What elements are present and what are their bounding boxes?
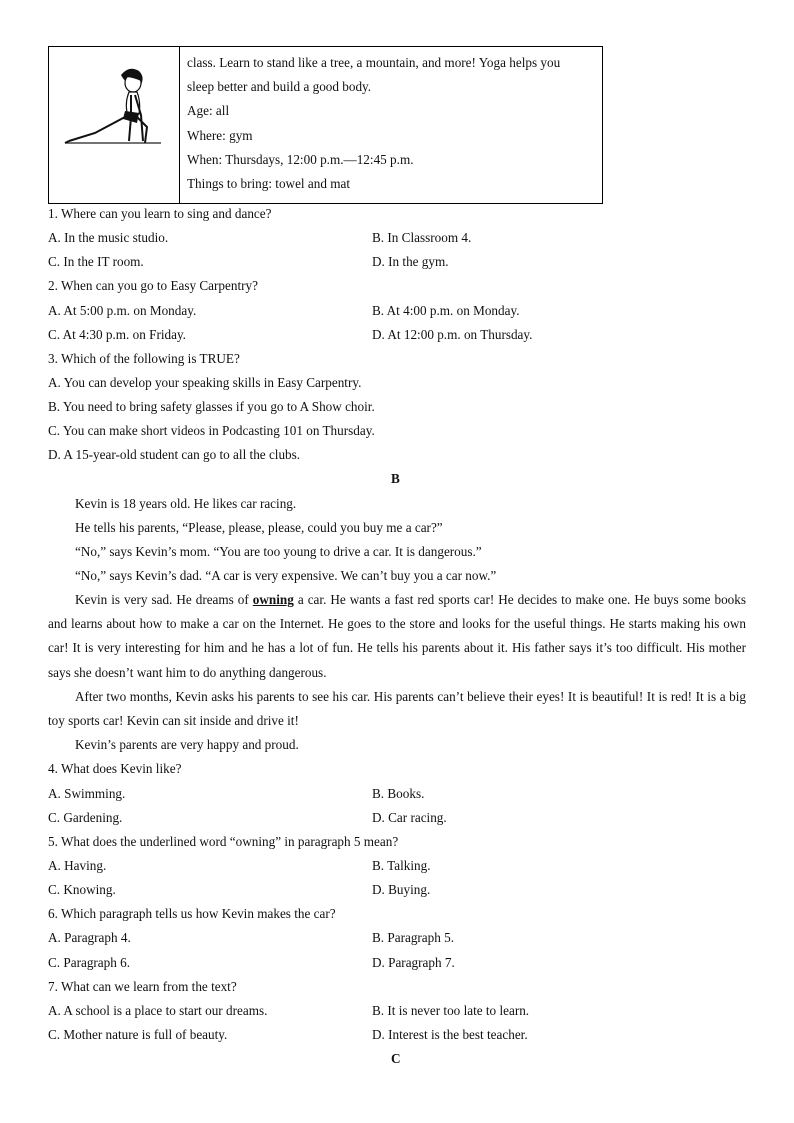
yoga-line: sleep better and build a good body. — [187, 79, 372, 94]
yoga-illustration — [49, 47, 179, 203]
option[interactable]: D. In the gym. — [372, 254, 449, 269]
option[interactable]: C. At 4:30 p.m. on Friday. — [48, 327, 186, 342]
p5-after: a car. He wants a fast red sports car! He decides to make one. He buys some books and learns about how to make a car on the Internet. He goes to the store and looks for the useful things. He starts making his own car! It is very interesting for him and he has a lot of fun. He tells his parents about it. His father says it’s too difficult. His mother says she doesn’t want him to do anything dangerous. — [48, 592, 746, 680]
option[interactable]: B. You need to bring safety glasses if you go to A Show choir. — [48, 399, 375, 414]
option[interactable]: A. You can develop your speaking skills in Easy Carpentry. — [48, 375, 362, 390]
yoga-line: Things to bring: towel and mat — [187, 176, 350, 191]
question-4: 4. What does Kevin like? — [48, 761, 182, 776]
option[interactable]: C. In the IT room. — [48, 254, 144, 269]
question-2: 2. When can you go to Easy Carpentry? — [48, 278, 258, 293]
question-3: 3. Which of the following is TRUE? — [48, 351, 240, 366]
option[interactable]: A. At 5:00 p.m. on Monday. — [48, 303, 197, 318]
option[interactable]: B. In Classroom 4. — [372, 230, 472, 245]
option[interactable]: B. At 4:00 p.m. on Monday. — [372, 303, 520, 318]
option[interactable]: D. Paragraph 7. — [372, 955, 455, 970]
yoga-line: When: Thursdays, 12:00 p.m.—12:45 p.m. — [187, 152, 414, 167]
underlined-word: owning — [252, 592, 294, 607]
option[interactable]: A. A school is a place to start our dreams. — [48, 1003, 268, 1018]
paragraph-4: “No,” says Kevin’s dad. “A car is very expensive. We can’t buy you a car now.” — [75, 568, 497, 583]
option[interactable]: C. Gardening. — [48, 810, 123, 825]
option[interactable]: C. You can make short videos in Podcasting 101 on Thursday. — [48, 423, 375, 438]
option[interactable]: D. Buying. — [372, 882, 431, 897]
paragraph-6: After two months, Kevin asks his parents to see his car. His parents can’t believe their eyes! It is beautiful! It is red! It is a big toy sports car! Kevin can sit inside and drive it! — [48, 689, 746, 729]
paragraph-2: He tells his parents, “Please, please, please, could you buy me a car?” — [75, 520, 443, 535]
option[interactable]: C. Paragraph 6. — [48, 955, 131, 970]
option[interactable]: A. Swimming. — [48, 786, 126, 801]
paragraph-5 — [48, 588, 746, 685]
yoga-info-table — [48, 46, 603, 204]
option[interactable]: A. Paragraph 4. — [48, 930, 131, 945]
section-b-heading: B — [391, 471, 400, 486]
option[interactable]: D. Interest is the best teacher. — [372, 1027, 528, 1042]
yoga-line: class. Learn to stand like a tree, a mountain, and more! Yoga helps you — [187, 55, 561, 70]
question-6: 6. Which paragraph tells us how Kevin makes the car? — [48, 906, 336, 921]
option[interactable]: A. Having. — [48, 858, 107, 873]
option[interactable]: B. Talking. — [372, 858, 431, 873]
question-1: 1. Where can you learn to sing and dance? — [48, 206, 272, 221]
option[interactable]: B. It is never too late to learn. — [372, 1003, 530, 1018]
section-c-heading: C — [391, 1051, 401, 1066]
option[interactable]: C. Knowing. — [48, 882, 116, 897]
option[interactable]: A. In the music studio. — [48, 230, 169, 245]
paragraph-7: Kevin’s parents are very happy and proud. — [75, 737, 299, 752]
paragraph-3: “No,” says Kevin’s mom. “You are too young to drive a car. It is dangerous.” — [75, 544, 482, 559]
table-divider — [179, 47, 180, 203]
question-7: 7. What can we learn from the text? — [48, 979, 237, 994]
yoga-line: Age: all — [187, 103, 230, 118]
option[interactable]: D. At 12:00 p.m. on Thursday. — [372, 327, 533, 342]
paragraph-1: Kevin is 18 years old. He likes car racing. — [75, 496, 297, 511]
p5-before: Kevin is very sad. He dreams of — [75, 592, 253, 607]
option[interactable]: D. A 15-year-old student can go to all the clubs. — [48, 447, 301, 462]
yoga-line: Where: gym — [187, 128, 253, 143]
option[interactable]: B. Books. — [372, 786, 425, 801]
option[interactable]: D. Car racing. — [372, 810, 447, 825]
question-5: 5. What does the underlined word “owning” in paragraph 5 mean? — [48, 834, 399, 849]
option[interactable]: C. Mother nature is full of beauty. — [48, 1027, 228, 1042]
option[interactable]: B. Paragraph 5. — [372, 930, 455, 945]
